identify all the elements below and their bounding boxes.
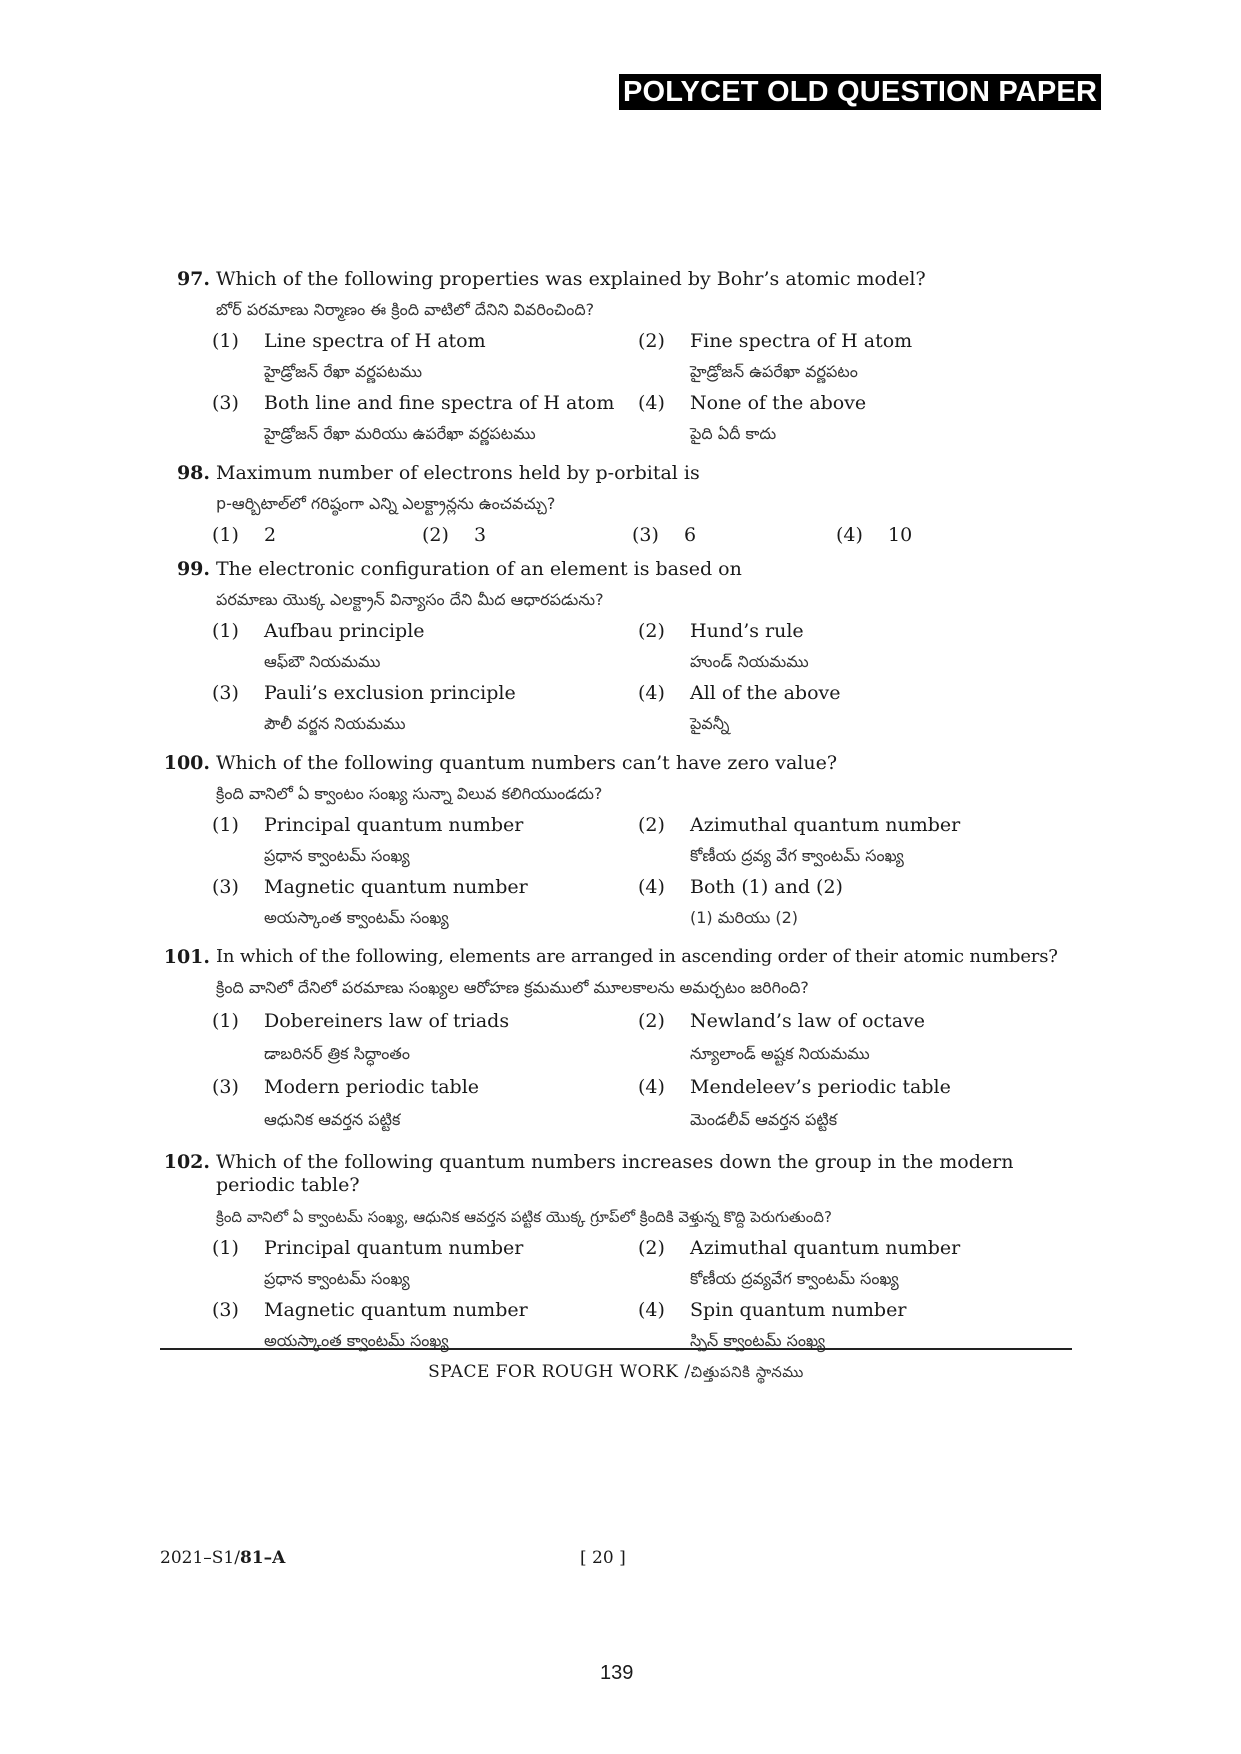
option-number: (3) xyxy=(212,1076,239,1098)
option-number: (4) xyxy=(638,876,665,898)
option-row-te xyxy=(160,708,1080,740)
option-number: (4) xyxy=(638,1076,665,1098)
option-number: (4) xyxy=(638,682,665,704)
option-text-en: Magnetic quantum number xyxy=(264,1299,528,1321)
option-number: (1) xyxy=(212,620,239,642)
option-row xyxy=(160,1004,1080,1038)
option-number: (2) xyxy=(638,814,665,836)
option-text-te: హుండ్ నియమము xyxy=(690,652,809,671)
option-text-en: 10 xyxy=(888,524,913,546)
question-text-te: క్రింది వానిలో ఏ క్వాంటం సంఖ్య సున్నా విలువ కలిగియుండదు? xyxy=(216,784,603,803)
option-number: (1) xyxy=(212,1010,239,1032)
option-row xyxy=(160,326,1080,356)
option-text-en: Magnetic quantum number xyxy=(264,876,528,898)
option-text-en: All of the above xyxy=(690,682,841,704)
question-text-en: The electronic configuration of an element is based on xyxy=(216,558,742,580)
paper-title-banner: POLYCET OLD QUESTION PAPER xyxy=(619,74,1101,110)
option-row-te xyxy=(160,902,1080,934)
question-100 xyxy=(160,748,1080,934)
option-text-te: స్పిన్ క్వాంటమ్ సంఖ్య xyxy=(690,1331,826,1350)
rough-work-divider xyxy=(160,1348,1072,1350)
option-text-te: ఆఫ్‌బౌ నియమము xyxy=(264,652,381,671)
question-text-en: Which of the following quantum numbers increases down the group in the modern periodic table? xyxy=(216,1151,1014,1196)
question-98 xyxy=(160,458,1080,550)
option-text-en: Newland’s law of octave xyxy=(690,1010,926,1032)
question-102 xyxy=(160,1148,1080,1357)
option-text-te: అయస్కాంత క్వాంటమ్ సంఖ్య xyxy=(264,1331,449,1350)
option-text-te: ఆధునిక ఆవర్తన పట్టిక xyxy=(264,1110,401,1129)
option-text-te: (1) మరియు (2) xyxy=(690,908,799,927)
option-number: (4) xyxy=(638,392,665,414)
option-text-te: హైడ్రోజన్ ఉపరేఖా వర్ణపటం xyxy=(690,362,858,381)
option-text-en: 2 xyxy=(264,524,277,546)
option-text-en: Both (1) and (2) xyxy=(690,876,843,898)
option-text-te: కోణీయ ద్రవ్య వేగ క్వాంటమ్ సంఖ్య xyxy=(690,846,904,865)
option-text-en: Pauli’s exclusion principle xyxy=(264,682,516,704)
option-number: (1) xyxy=(212,330,239,352)
rough-work-label-te: చిత్తుపనికి స్థానము xyxy=(690,1363,804,1381)
option-text-te: హైడ్రోజన్ రేఖా వర్ణపటము xyxy=(264,362,423,381)
option-text-te: మెండలీవ్ ఆవర్తన పట్టిక xyxy=(690,1110,838,1129)
question-number: 100. xyxy=(163,752,210,774)
option-text-te: డాబరినర్ త్రిక సిద్ధాంతం xyxy=(264,1044,410,1063)
option-number: (4) xyxy=(638,1299,665,1321)
option-number: (2) xyxy=(638,620,665,642)
option-text-en: Hund’s rule xyxy=(690,620,804,642)
question-number: 99. xyxy=(176,558,210,580)
option-number: (2) xyxy=(638,1010,665,1032)
option-row-te xyxy=(160,418,1080,450)
question-number: 101. xyxy=(163,946,210,968)
question-text-te: క్రింది వానిలో దేనిలో పరమాణు సంఖ్యల ఆరోహణ క్రమములో మూలకాలను అమర్చటం జరిగింది? xyxy=(216,978,809,997)
question-97 xyxy=(160,264,1080,450)
paper-code xyxy=(160,1548,285,1568)
option-number: (3) xyxy=(212,682,239,704)
option-text-en: Azimuthal quantum number xyxy=(690,1237,961,1259)
option-text-te: న్యూలాండ్ అష్టక నియమము xyxy=(690,1044,870,1063)
question-101 xyxy=(160,942,1080,1136)
question-text-te: క్రింది వానిలో ఏ క్వాంటమ్ సంఖ్య, ఆధునిక ఆవర్తన పట్టిక యొక్క గ్రూప్‌లో క్రిందికి వెళ్తున్న కొద్ది పెరుగుతుంది? xyxy=(216,1208,832,1226)
option-row-te xyxy=(160,1038,1080,1070)
option-row xyxy=(160,810,1080,840)
option-text-te: కోణీయ ద్రవ్యవేగ క్వాంటమ్ సంఖ్య xyxy=(690,1269,899,1288)
option-text-te: పౌలీ వర్జన నియమము xyxy=(264,714,406,733)
question-text-te: p-ఆర్బిటాల్‌లో గరిష్ఠంగా ఎన్ని ఎలక్ట్రాన్లను ఉంచవచ్చు? xyxy=(216,494,556,513)
option-text-te: ప్రధాన క్వాంటమ్ సంఖ్య xyxy=(264,846,410,865)
option-number: (3) xyxy=(212,876,239,898)
option-row xyxy=(160,678,1080,708)
option-text-te: ప్రధాన క్వాంటమ్ సంఖ్య xyxy=(264,1269,410,1288)
option-row-te xyxy=(160,646,1080,678)
option-text-en: Principal quantum number xyxy=(264,814,524,836)
option-row-te xyxy=(160,840,1080,872)
option-row xyxy=(160,520,1080,550)
option-number: (1) xyxy=(212,1237,239,1259)
option-text-en: 3 xyxy=(474,524,487,546)
option-row-te xyxy=(160,1263,1080,1295)
question-text-en: Which of the following properties was explained by Bohr’s atomic model? xyxy=(216,268,926,290)
option-number: (1) xyxy=(212,814,239,836)
option-row-te xyxy=(160,1104,1080,1136)
option-text-en: Azimuthal quantum number xyxy=(690,814,961,836)
option-row-te xyxy=(160,356,1080,388)
rough-work-label-en: SPACE FOR ROUGH WORK / xyxy=(428,1362,691,1382)
option-row-te xyxy=(160,1325,1080,1357)
option-number: (1) xyxy=(212,524,239,546)
question-text-te: బోర్ పరమాణు నిర్మాణం ఈ క్రింది వాటిలో దేనిని వివరించింది? xyxy=(216,300,595,319)
option-text-te: పైది ఏదీ కాదు xyxy=(690,424,777,443)
option-text-en: 6 xyxy=(684,524,697,546)
question-text-te: పరమాణు యొక్క ఎలక్ట్రాన్ విన్యాసం దేని మీద ఆధారపడును? xyxy=(216,590,604,609)
option-row xyxy=(160,616,1080,646)
paper-code-set: 81–A xyxy=(239,1548,286,1568)
option-text-en: None of the above xyxy=(690,392,867,414)
printed-page-number: [ 20 ] xyxy=(580,1548,626,1568)
option-number: (2) xyxy=(422,524,449,546)
option-number: (3) xyxy=(212,392,239,414)
question-number: 98. xyxy=(176,462,210,484)
question-number: 97. xyxy=(176,268,210,290)
option-text-te: పైవన్నీ xyxy=(690,714,730,733)
option-number: (2) xyxy=(638,1237,665,1259)
option-text-en: Line spectra of H atom xyxy=(264,330,486,352)
option-text-en: Fine spectra of H atom xyxy=(690,330,913,352)
paper-code-prefix: 2021–S1/ xyxy=(160,1548,240,1568)
option-text-en: Modern periodic table xyxy=(264,1076,480,1098)
option-row xyxy=(160,872,1080,902)
option-row xyxy=(160,1070,1080,1104)
question-99 xyxy=(160,554,1080,740)
option-number: (3) xyxy=(212,1299,239,1321)
option-text-en: Aufbau principle xyxy=(264,620,425,642)
option-row xyxy=(160,1233,1080,1263)
question-text-en: In which of the following, elements are arranged in ascending order of their atomic numbers? xyxy=(216,946,1058,967)
rough-work-label xyxy=(160,1356,1072,1388)
question-text-en: Which of the following quantum numbers can’t have zero value? xyxy=(216,752,838,774)
option-row xyxy=(160,388,1080,418)
option-text-en: Mendeleev’s periodic table xyxy=(690,1076,951,1098)
question-text-en: Maximum number of electrons held by p-orbital is xyxy=(216,462,700,484)
option-text-en: Both line and fine spectra of H atom xyxy=(264,392,615,414)
pdf-page-number: 139 xyxy=(600,1662,634,1684)
option-text-en: Spin quantum number xyxy=(690,1299,907,1321)
question-number: 102. xyxy=(163,1151,210,1173)
option-text-en: Dobereiners law of triads xyxy=(264,1010,510,1032)
option-text-en: Principal quantum number xyxy=(264,1237,524,1259)
option-text-te: అయస్కాంత క్వాంటమ్ సంఖ్య xyxy=(264,908,449,927)
option-text-te: హైడ్రోజన్ రేఖా మరియు ఉపరేఖా వర్ణపటము xyxy=(264,424,536,443)
option-number: (4) xyxy=(836,524,863,546)
option-row xyxy=(160,1295,1080,1325)
option-number: (3) xyxy=(632,524,659,546)
option-number: (2) xyxy=(638,330,665,352)
